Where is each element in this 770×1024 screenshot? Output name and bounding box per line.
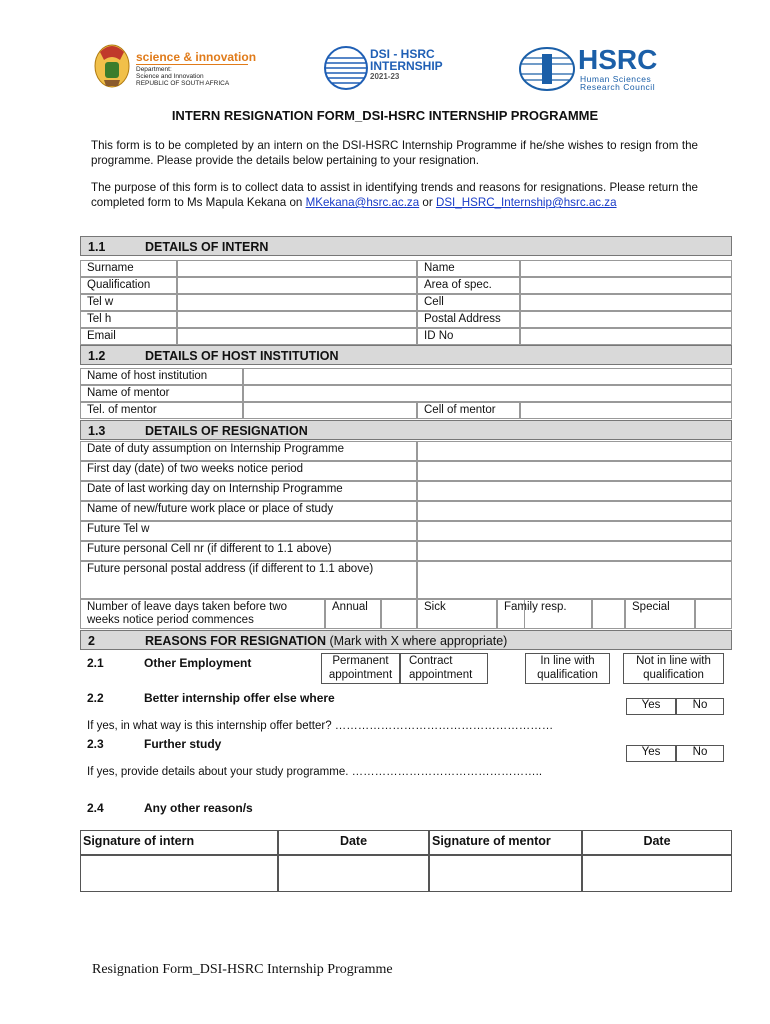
input-postal-address[interactable] (520, 311, 732, 328)
hsrc-logo-sub: Human Sciences Research Council (580, 74, 656, 92)
label-notice-start-date: First day (date) of two weeks notice period (80, 461, 417, 481)
input-email[interactable] (177, 328, 417, 345)
section-1-3-header: 1.3 DETAILS OF RESIGNATION (80, 420, 732, 440)
reason-2-2-label: Better internship offer else where (144, 691, 335, 705)
input-mentor-name[interactable] (243, 385, 732, 402)
hsrc-emblem-icon (518, 46, 576, 92)
internship-logo (322, 44, 370, 95)
label-leave-special: Special (625, 599, 695, 629)
label-leave-sick: Sick (417, 599, 497, 629)
label-future-workplace: Name of new/future work place or place of study (80, 501, 417, 521)
label-date-mentor: Date (582, 830, 732, 855)
globe-icon (322, 44, 370, 92)
input-surname[interactable] (177, 260, 417, 277)
reason-2-2-followup: If yes, in what way is this internship offer better? ………………………………………………… (87, 720, 554, 732)
label-mentor-cell: Cell of mentor (417, 402, 520, 419)
reason-2-2-no[interactable]: No (676, 698, 724, 715)
input-date-intern[interactable] (278, 855, 429, 892)
email-link-mkekana[interactable]: MKekana@hsrc.ac.za (305, 196, 420, 209)
input-area-of-spec[interactable] (520, 277, 732, 294)
label-cell: Cell (417, 294, 520, 311)
input-leave-annual[interactable] (381, 599, 417, 629)
input-last-working-day[interactable] (417, 481, 732, 501)
internship-logo-text: DSI - HSRC INTERNSHIP 2021-23 (370, 47, 443, 81)
email-link-internship[interactable]: DSI_HSRC_Internship@hsrc.ac.za (435, 196, 617, 209)
label-host-institution: Name of host institution (80, 368, 243, 385)
reason-2-2-yes[interactable]: Yes (626, 698, 676, 715)
coat-of-arms-icon (92, 42, 132, 90)
input-signature-intern[interactable] (80, 855, 278, 892)
section-1-2-header: 1.2 DETAILS OF HOST INSTITUTION (80, 345, 732, 365)
input-future-workplace[interactable] (417, 501, 732, 521)
input-qualification[interactable] (177, 277, 417, 294)
intro-paragraph-1: This form is to be completed by an intern on the DSI-HSRC Internship Programme if he/she wishes to resign from the programme. Please provide the details below pertaining to your resignation. (91, 139, 698, 167)
option-in-line-with-qualification[interactable]: In line with qualification (525, 653, 610, 684)
hsrc-logo (518, 46, 576, 95)
label-last-working-day: Date of last working day on Internship Programme (80, 481, 417, 501)
dsi-logo-rule (136, 64, 248, 65)
reason-2-4-num: 2.4 (87, 801, 104, 815)
label-leave-days: Number of leave days taken before two weeks notice period commences (80, 599, 325, 629)
reason-2-3-no[interactable]: No (676, 745, 724, 762)
input-id-no[interactable] (520, 328, 732, 345)
input-leave-family[interactable] (592, 599, 625, 629)
label-id-no: ID No (417, 328, 520, 345)
reason-2-1-num: 2.1 (87, 656, 104, 670)
input-future-cell[interactable] (417, 541, 732, 561)
label-email: Email (80, 328, 177, 345)
label-area-of-spec: Area of spec. (417, 277, 520, 294)
section-2-header: 2 REASONS FOR RESIGNATION (Mark with X where appropriate) (80, 630, 732, 650)
dsi-logo-name: science & innovation (136, 50, 257, 64)
label-leave-family: Family resp. (498, 599, 592, 629)
input-future-tel-w[interactable] (417, 521, 732, 541)
label-signature-intern: Signature of intern (80, 830, 278, 855)
input-duty-assumption-date[interactable] (417, 441, 732, 461)
dsi-dept-text: Department: Science and Innovation REPUBLIC OF SOUTH AFRICA (136, 66, 230, 87)
input-future-postal[interactable] (417, 561, 732, 599)
option-contract-appointment[interactable]: Contract appointment (400, 653, 488, 684)
reason-2-1-label: Other Employment (144, 656, 252, 670)
input-mentor-tel[interactable] (243, 402, 417, 419)
intro-paragraph-2: The purpose of this form is to collect data to assist in identifying trends and reasons for resignations. Please return the completed form to Ms Mapula Kekana on MKekana@hsrc.ac.za or DSI_HSRC_Internship@hsrc.ac.za (91, 181, 698, 209)
input-tel-h[interactable] (177, 311, 417, 328)
label-tel-h: Tel h (80, 311, 177, 328)
dsi-logo (92, 42, 132, 93)
label-surname: Surname (80, 260, 177, 277)
reason-2-4-label: Any other reason/s (144, 801, 253, 815)
reason-2-3-yes[interactable]: Yes (626, 745, 676, 762)
label-leave-annual: Annual (325, 599, 381, 629)
input-leave-special[interactable] (695, 599, 732, 629)
label-qualification: Qualification (80, 277, 177, 294)
input-notice-start-date[interactable] (417, 461, 732, 481)
option-permanent-appointment[interactable]: Permanent appointment (321, 653, 400, 684)
input-mentor-cell[interactable] (520, 402, 732, 419)
reason-2-3-num: 2.3 (87, 737, 104, 751)
section-1-1-header: 1.1 DETAILS OF INTERN (80, 236, 732, 256)
label-signature-mentor: Signature of mentor (429, 830, 582, 855)
label-name: Name (417, 260, 520, 277)
input-host-institution[interactable] (243, 368, 732, 385)
input-tel-w[interactable] (177, 294, 417, 311)
input-cell[interactable] (520, 294, 732, 311)
label-mentor-tel: Tel. of mentor (80, 402, 243, 419)
label-tel-w: Tel w (80, 294, 177, 311)
input-name[interactable] (520, 260, 732, 277)
reason-2-3-followup: If yes, provide details about your study programme. ………………………………………….. (87, 766, 543, 778)
page-title: INTERN RESIGNATION FORM_DSI-HSRC INTERNSHIP PROGRAMME (171, 108, 599, 123)
page-footer: Resignation Form_DSI-HSRC Internship Programme (92, 962, 393, 977)
option-not-in-line-with-qualification[interactable]: Not in line with qualification (623, 653, 724, 684)
reason-2-3-label: Further study (144, 737, 222, 751)
input-date-mentor[interactable] (582, 855, 732, 892)
hsrc-logo-name: HSRC (578, 44, 658, 75)
label-future-cell: Future personal Cell nr (if different to 1.1 above) (80, 541, 417, 561)
label-postal-address: Postal Address (417, 311, 520, 328)
label-duty-assumption-date: Date of duty assumption on Internship Programme (80, 441, 417, 461)
reason-2-2-num: 2.2 (87, 691, 104, 705)
label-future-tel-w: Future Tel w (80, 521, 417, 541)
label-date-intern: Date (278, 830, 429, 855)
label-future-postal: Future personal postal address (if different to 1.1 above) (80, 561, 417, 599)
label-mentor-name: Name of mentor (80, 385, 243, 402)
input-signature-mentor[interactable] (429, 855, 582, 892)
